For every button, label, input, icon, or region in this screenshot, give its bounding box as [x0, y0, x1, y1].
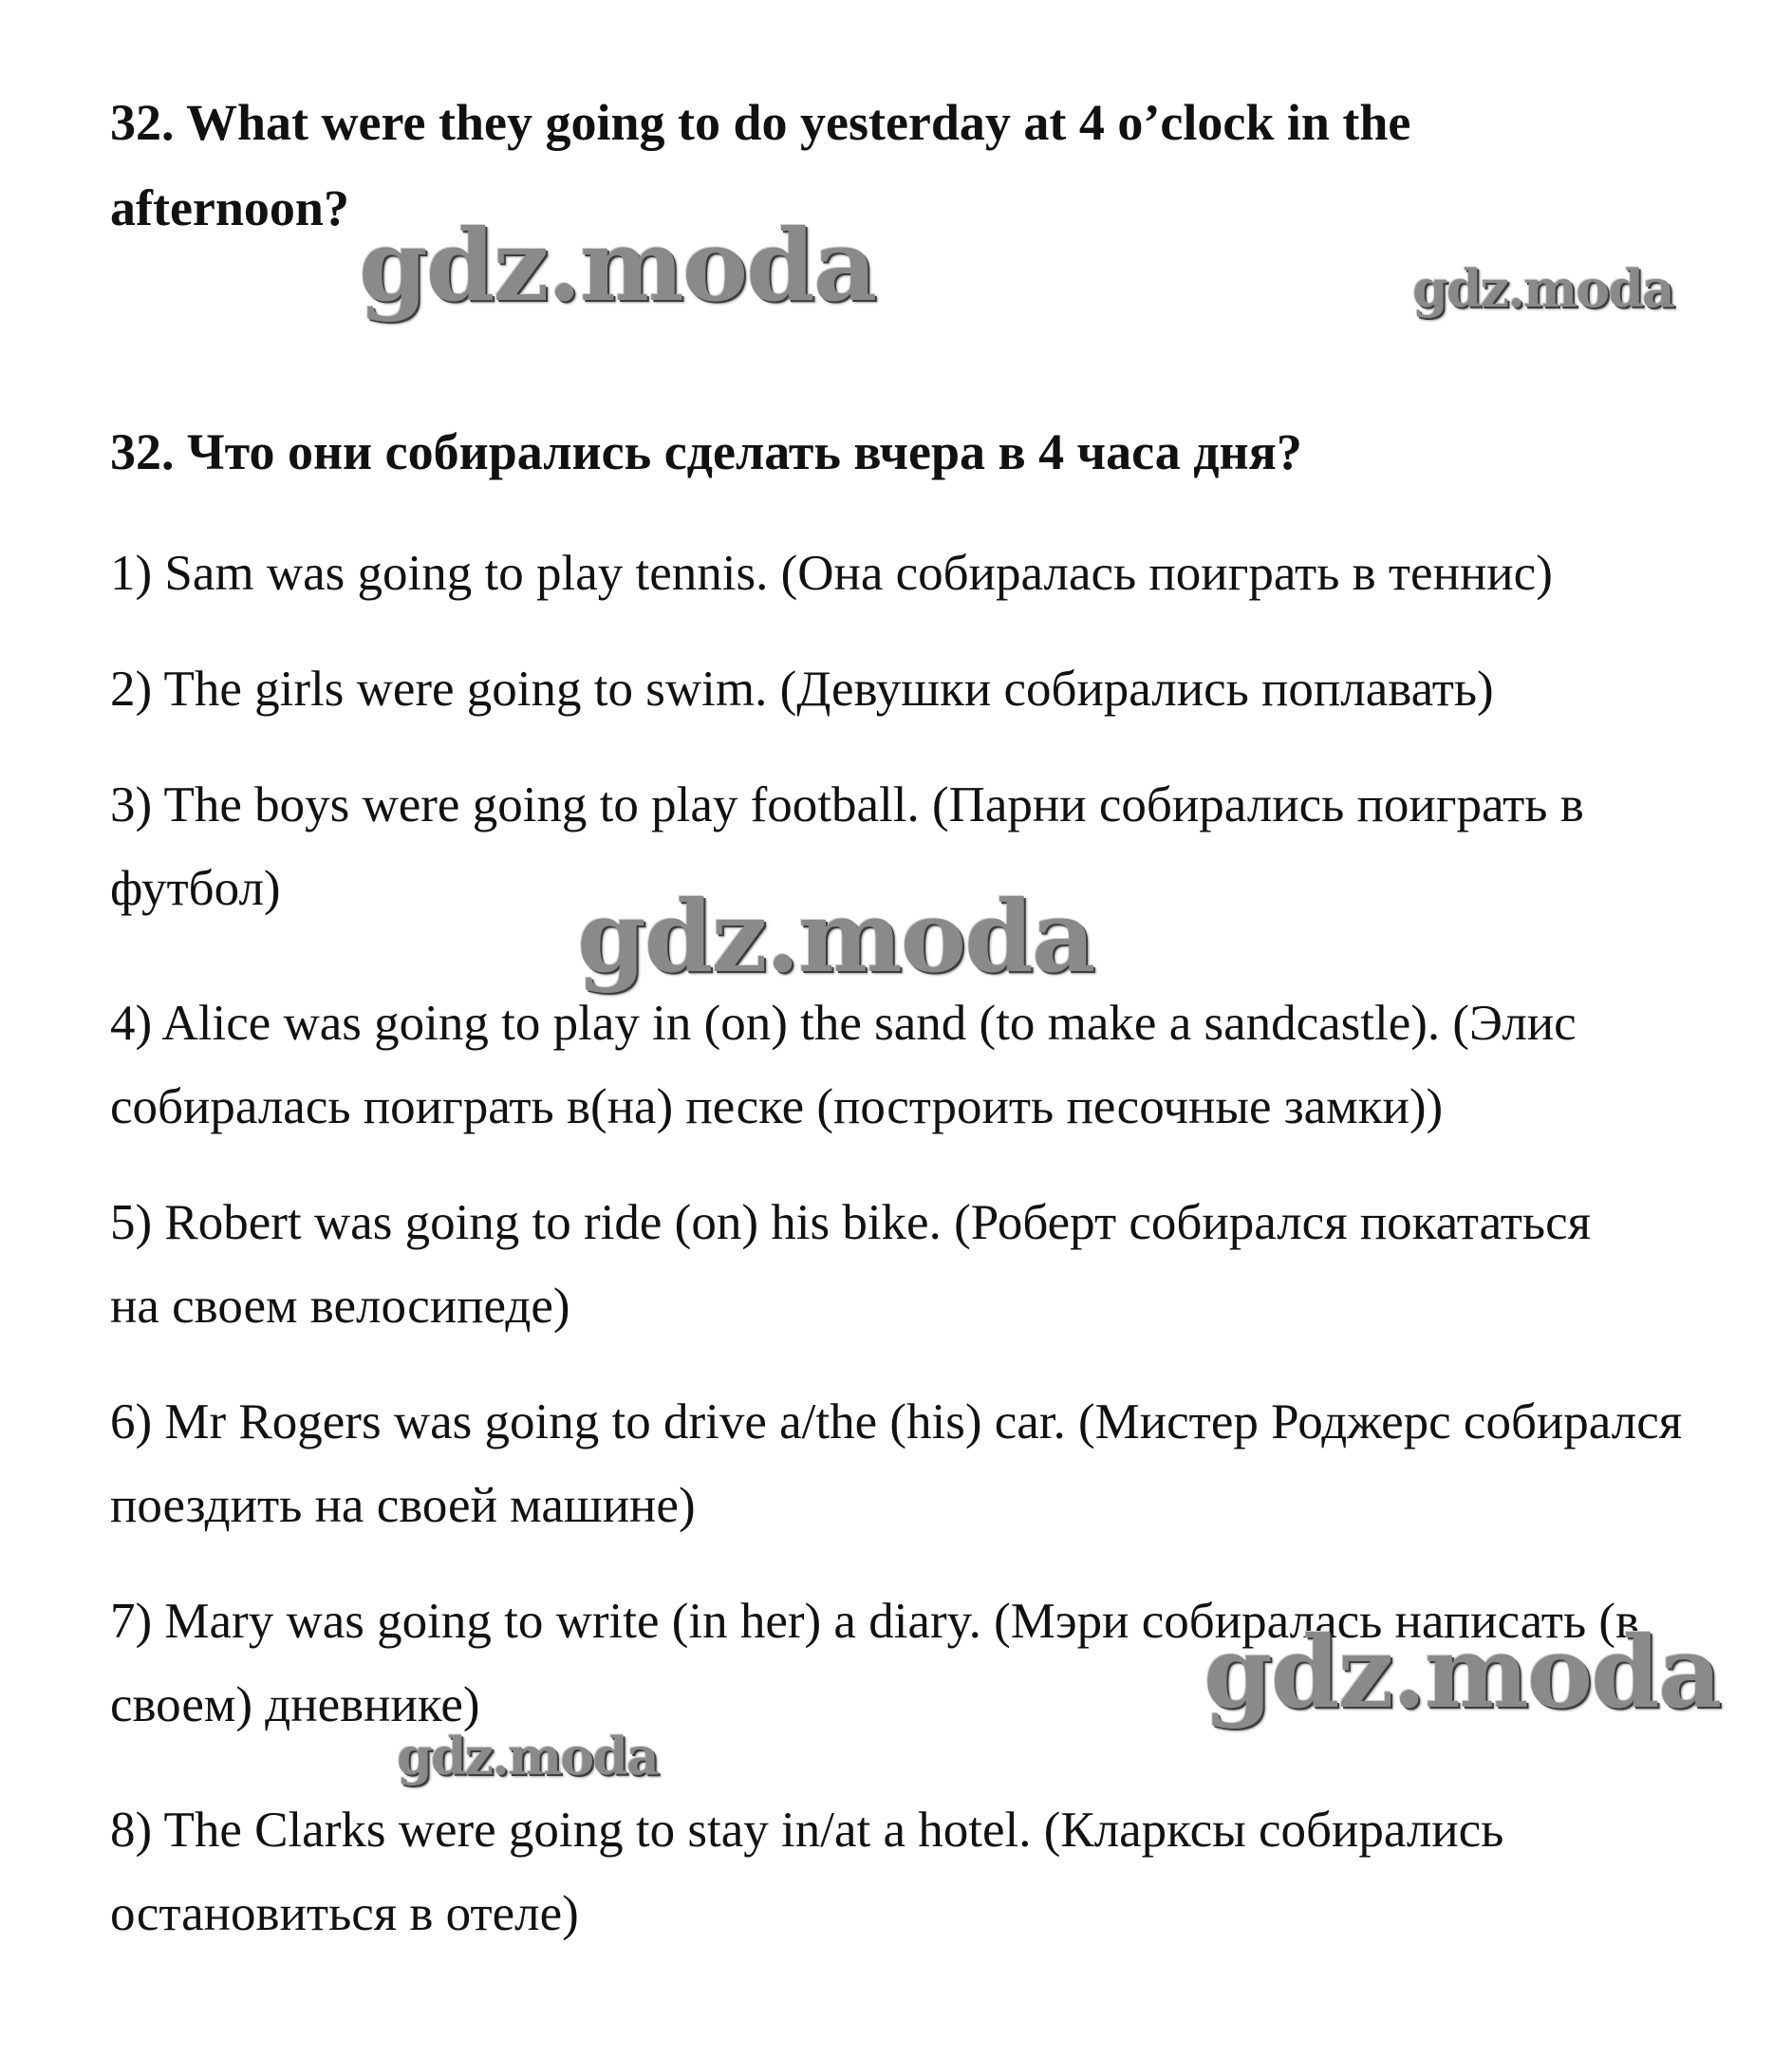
question-heading-english: 32. What were they going to do yesterday at 4 o’clock in the afternoon? [110, 94, 1411, 236]
answer-item-7: 7) Mary was going to write (in her) a diary. (Мэри собиралась написать (в своем) дневнике) [110, 1594, 1640, 1732]
answer-item-1: 1) Sam was going to play tennis. (Она собиралась поиграть в теннис) [110, 546, 1553, 601]
answer-item-4: 4) Alice was going to play in (on) the sand (to make a sandcastle). (Элис собиралась поиграть в(на) песке (построить песочные замки)) [110, 996, 1577, 1134]
answer-item-6: 6) Mr Rogers was going to drive a/the (his) car. (Мистер Роджерс собирался поездить на своей машине) [110, 1394, 1683, 1533]
question-heading-russian: 32. Что они собирались сделать вчера в 4 часа дня? [110, 423, 1302, 480]
watermark: gdz.moda [1204, 1614, 1721, 1730]
watermark: gdz.moda [359, 207, 876, 324]
answer-item-3: 3) The boys were going to play football. (Парни собирались поиграть в футбол) [110, 777, 1584, 916]
answer-item-5: 5) Robert was going to ride (on) his bike. (Роберт собирался покататься на своем велосипеде) [110, 1195, 1591, 1334]
watermark: gdz.moda [577, 878, 1094, 995]
watermark: gdz.moda [1412, 258, 1673, 319]
answer-list [110, 532, 1762, 1988]
watermark: gdz.moda [397, 1726, 658, 1786]
answer-item-8: 8) The Clarks were going to stay in/at a hotel. (Кларксы собирались остановиться в отеле) [110, 1803, 1504, 1941]
answer-item-2: 2) The girls were going to swim. (Девушки собирались поплавать) [110, 662, 1494, 717]
